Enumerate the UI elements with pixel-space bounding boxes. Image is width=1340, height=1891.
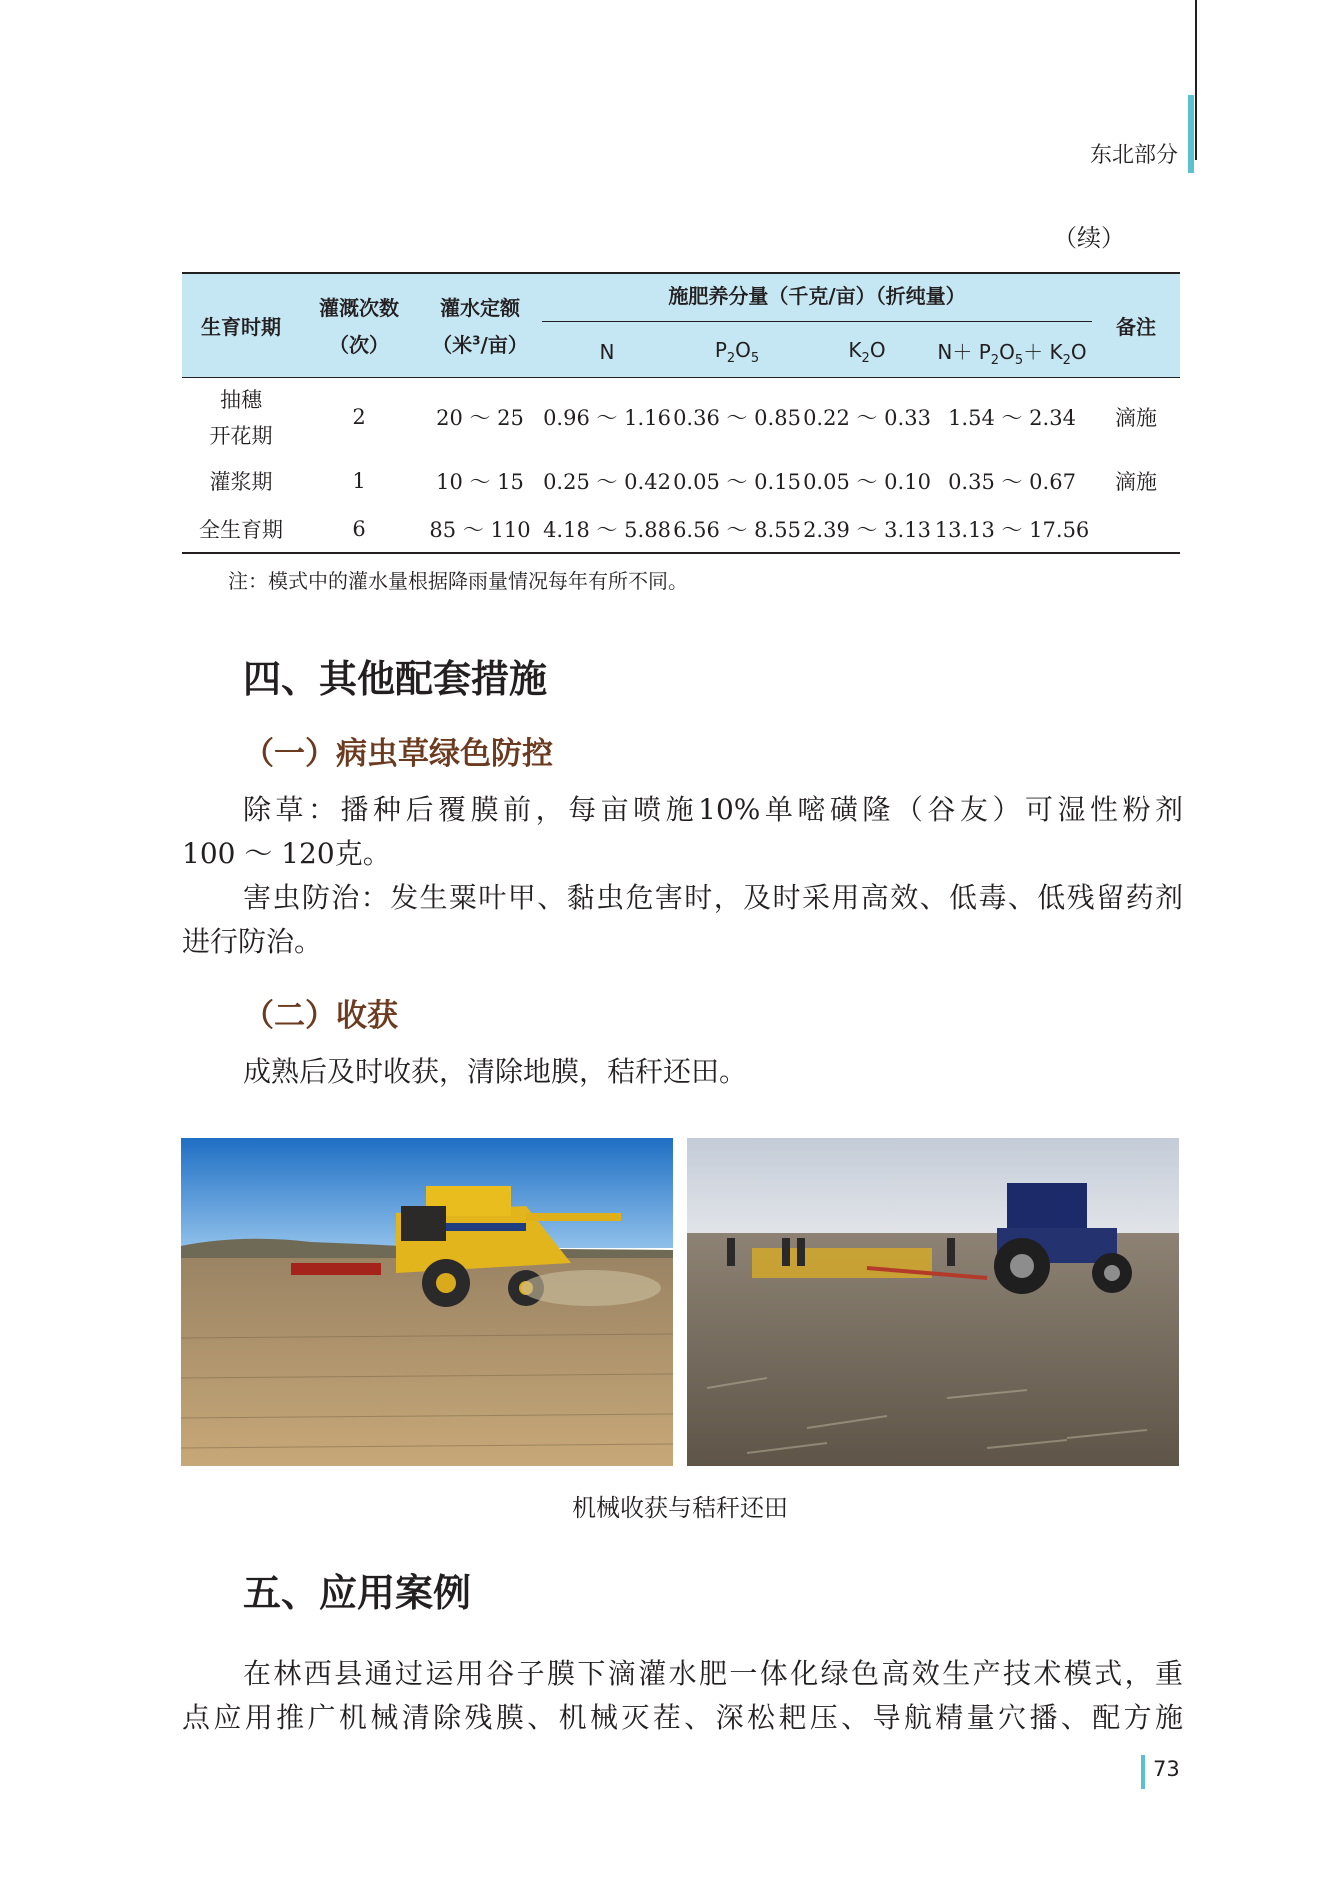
cell-k: 0.22 ～ 0.33 bbox=[803, 406, 931, 431]
subsection-title: （二）收获 bbox=[243, 998, 398, 1034]
header-stage: 生育时期 bbox=[182, 273, 300, 377]
cell-p: 6.56 ～ 8.55 bbox=[672, 505, 802, 553]
paragraph-pest-line2: 进行防治。 bbox=[182, 925, 323, 958]
cell-quota: 85 ～ 110 bbox=[418, 505, 542, 553]
cell-stage: 全生育期 bbox=[182, 505, 300, 553]
paragraph-case-line1: 在林西县通过运用谷子膜下滴灌水肥一体化绿色高效生产技术模式，重 bbox=[243, 1657, 1183, 1690]
cell-total: 0.35 ～ 0.67 bbox=[948, 470, 1076, 494]
header-total: $N+ P_2O_5+ K_2O$ bbox=[932, 327, 1092, 377]
harvester-photo bbox=[181, 1138, 673, 1466]
cell-times: 2 bbox=[352, 405, 366, 430]
cell-p: 0.36 ～ 0.85 bbox=[673, 406, 801, 431]
paragraph-pest-line1: 害虫防治：发生粟叶甲、黏虫危害时，及时采用高效、低毒、低残留药剂 bbox=[243, 881, 1183, 914]
table-continued-label: （续） bbox=[1053, 224, 1125, 252]
paragraph-case-line2: 点应用推广机械清除残膜、机械灭茬、深松耙压、导航精量穴播、配方施 bbox=[182, 1701, 1183, 1734]
header-irrigation-quota: 灌水定额 （米$^3$/亩） bbox=[418, 273, 542, 377]
header-irrigation-times: 灌溉次数 （次） bbox=[300, 273, 418, 377]
cell-remark bbox=[1092, 505, 1180, 553]
cell-times: 1 bbox=[352, 469, 366, 493]
fertigation-table bbox=[182, 272, 1180, 554]
header-n: N bbox=[542, 327, 672, 377]
section-title: 五、应用案例 bbox=[243, 1571, 472, 1615]
table-row bbox=[182, 457, 1180, 505]
table-row bbox=[182, 377, 1180, 457]
cell-stage: 抽穗 开花期 bbox=[209, 388, 273, 449]
subsection-title: （一）病虫草绿色防控 bbox=[243, 736, 553, 772]
paragraph-weeding-line1: 除草：播种后覆膜前，每亩喷施10%单嘧磺隆（谷友）可湿性粉剂 bbox=[243, 793, 1183, 826]
cell-k: 2.39 ～ 3.13 bbox=[802, 505, 932, 553]
header-k2o: $K_2O$ bbox=[802, 327, 932, 377]
cell-times: 6 bbox=[300, 505, 418, 553]
cell-stage: 灌浆期 bbox=[209, 470, 273, 494]
page-number-accent bbox=[1141, 1755, 1145, 1789]
cell-remark: 滴施 bbox=[1115, 406, 1157, 431]
header-fertilizer: 施肥养分量（千克/亩）（折纯量） bbox=[542, 273, 1092, 327]
figure-caption: 机械收获与秸秆还田 bbox=[572, 1494, 788, 1522]
paragraph-harvest: 成熟后及时收获，清除地膜，秸秆还田。 bbox=[243, 1055, 748, 1088]
header-rule bbox=[1195, 0, 1197, 160]
cell-total: 13.13 ～ 17.56 bbox=[932, 505, 1092, 553]
cell-n: 0.96 ～ 1.16 bbox=[543, 406, 671, 431]
table-row bbox=[182, 505, 1180, 553]
cell-remark: 滴施 bbox=[1115, 470, 1157, 494]
cell-quota: 10 ～ 15 bbox=[436, 470, 524, 494]
cell-n: 0.25 ～ 0.42 bbox=[543, 470, 671, 494]
cell-p: 0.05 ～ 0.15 bbox=[673, 470, 801, 494]
header-remark: 备注 bbox=[1092, 273, 1180, 377]
cell-quota: 20 ～ 25 bbox=[436, 406, 524, 431]
running-header: 东北部分 bbox=[1089, 143, 1178, 168]
section-title: 四、其他配套措施 bbox=[243, 657, 548, 701]
cell-total: 1.54 ～ 2.34 bbox=[948, 406, 1076, 431]
table-note: 注：模式中的灌水量根据降雨量情况每年有所不同。 bbox=[228, 569, 688, 593]
tractor-photo bbox=[687, 1138, 1179, 1466]
page-number: 73 bbox=[1153, 1757, 1180, 1781]
header-accent-bar bbox=[1188, 95, 1194, 173]
header-p2o5: $P_2O_5$ bbox=[672, 327, 802, 377]
cell-k: 0.05 ～ 0.10 bbox=[803, 470, 931, 494]
cell-n: 4.18 ～ 5.88 bbox=[542, 505, 672, 553]
paragraph-weeding-line2: 100 ～ 120克。 bbox=[182, 837, 391, 870]
